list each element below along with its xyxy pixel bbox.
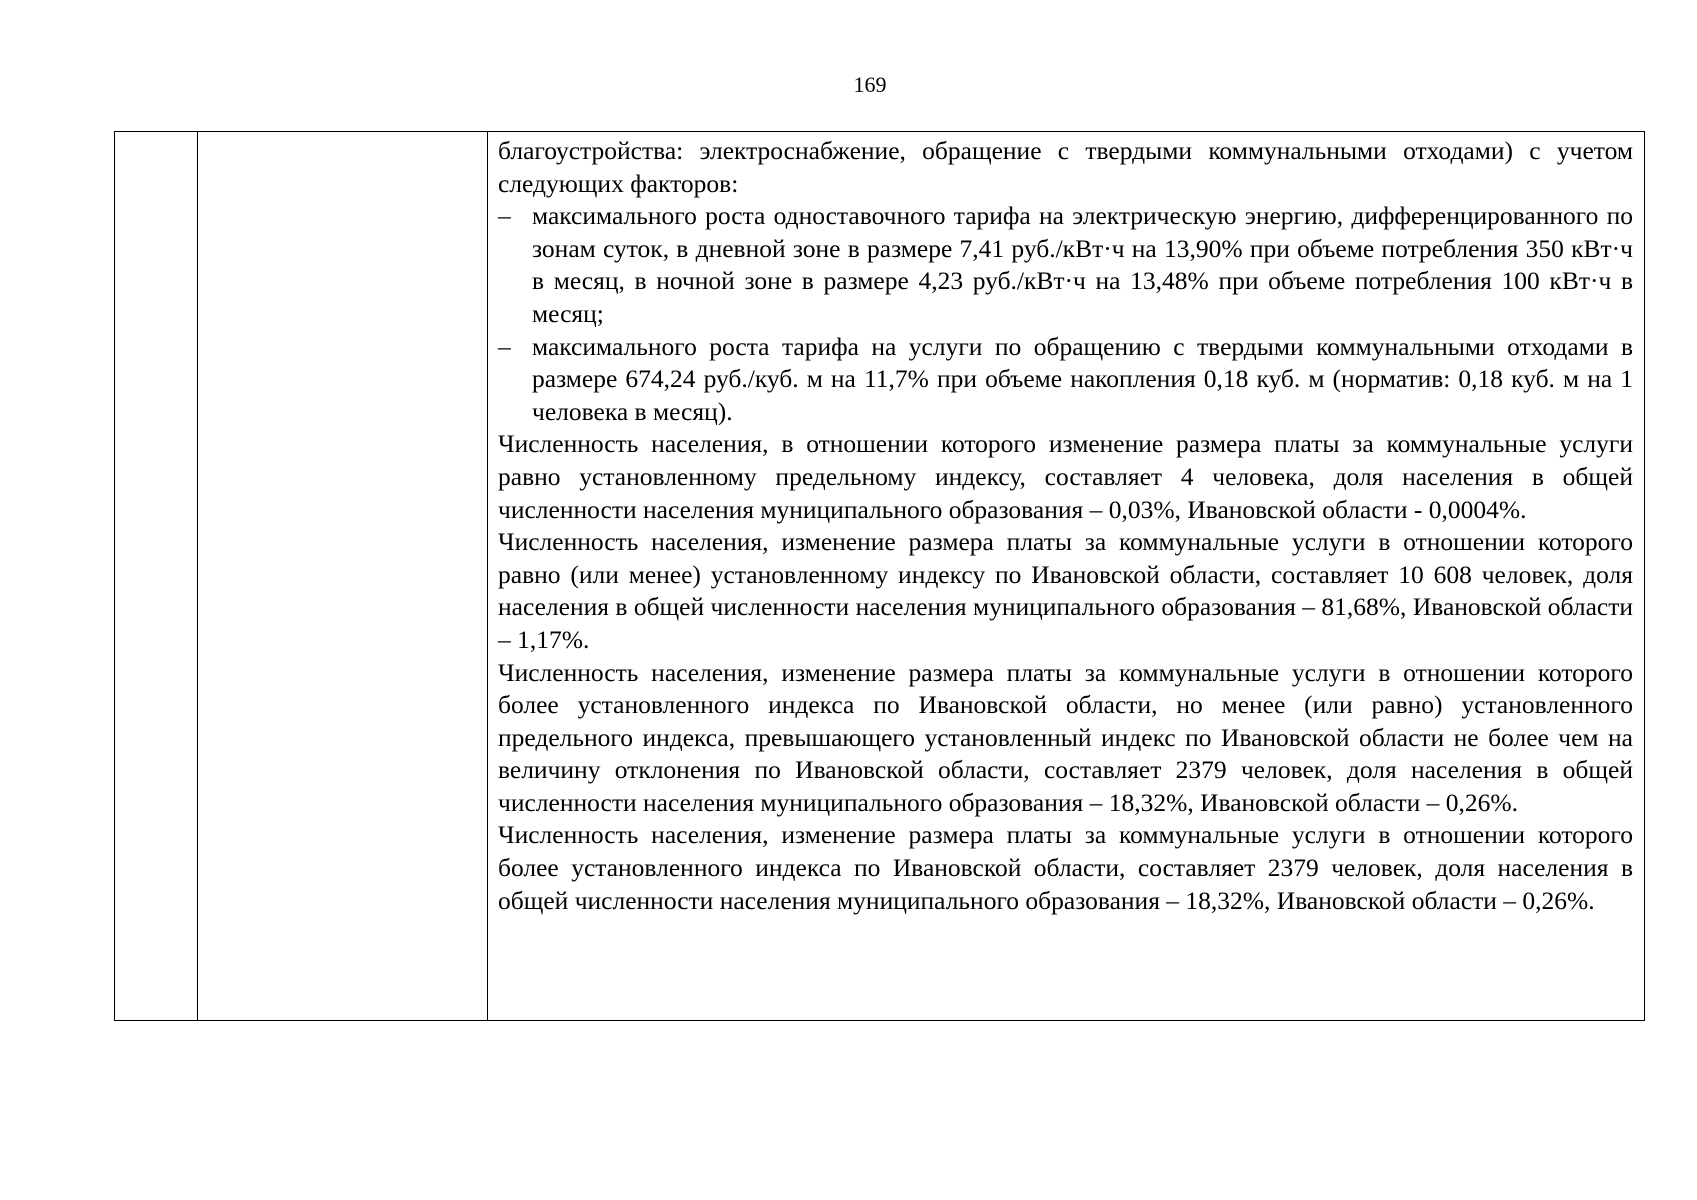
- bullet-dash: –: [498, 201, 511, 231]
- table-row: [115, 132, 1645, 1021]
- page-number: 169: [853, 72, 887, 97]
- empty-cell-name: [198, 132, 488, 1021]
- population-paragraph: Численность населения, изменение размера платы за коммунальные услуги в отношении которого равно (или менее) установленному индексу по Ивановской области, составляет 10 608 человек, доля населения в общей численности населения муниципального образования – 81,68%, Ивановской области – 1,17%.: [498, 527, 1633, 654]
- intro-paragraph: благоустройства: электроснабжение, обращение с твердыми коммунальными отходами) с учетом следующих факторов:: [498, 136, 1633, 198]
- empty-cell-number: [115, 132, 198, 1021]
- bullet-dash: –: [498, 331, 511, 361]
- bullet-text: максимального роста тарифа на услуги по обращению с твердыми коммунальными отходами в размере 674,24 руб./куб. м на 11,7% при объеме накопления 0,18 куб. м (норматив: 0,18 куб. м на 1 человека в месяц).: [532, 331, 1633, 426]
- population-paragraph: Численность населения, изменение размера платы за коммунальные услуги в отношении которого более установленного индекса по Ивановской области, но менее (или равно) установленного предельного индекса, превышающего установленный индекс по Ивановской области не более чем на величину отклонения по Ивановской области, составляет 2379 человек, доля населения в общей численности населения муниципального образования – 18,32%, Ивановской области – 0,26%.: [498, 657, 1633, 817]
- content-cell: [488, 132, 1645, 1021]
- document-table: [114, 131, 1645, 1021]
- population-paragraph: Численность населения, изменение размера платы за коммунальные услуги в отношении которого более установленного индекса по Ивановской области, составляет 2379 человек, доля населения в общей численности населения муниципального образования – 18,32%, Ивановской области – 0,26%.: [498, 820, 1633, 915]
- bullet-item: [498, 331, 1633, 429]
- bullet-text: максимального роста одноставочного тарифа на электрическую энергию, дифференцированного по зонам суток, в дневной зоне в размере 7,41 руб./кВт·ч на 13,90% при объеме потребления 350 кВт·ч в месяц, в ночной зоне в размере 4,23 руб./кВт·ч на 13,48% при объеме потребления 100 кВт·ч в месяц;: [532, 201, 1633, 328]
- bullet-item: [498, 200, 1633, 330]
- population-paragraph: Численность населения, в отношении которого изменение размера платы за коммунальные услуги равно установленному предельному индексу, составляет 4 человека, доля населения в общей численности населения муниципального образования – 0,03%, Ивановской области - 0,0004%.: [498, 429, 1633, 524]
